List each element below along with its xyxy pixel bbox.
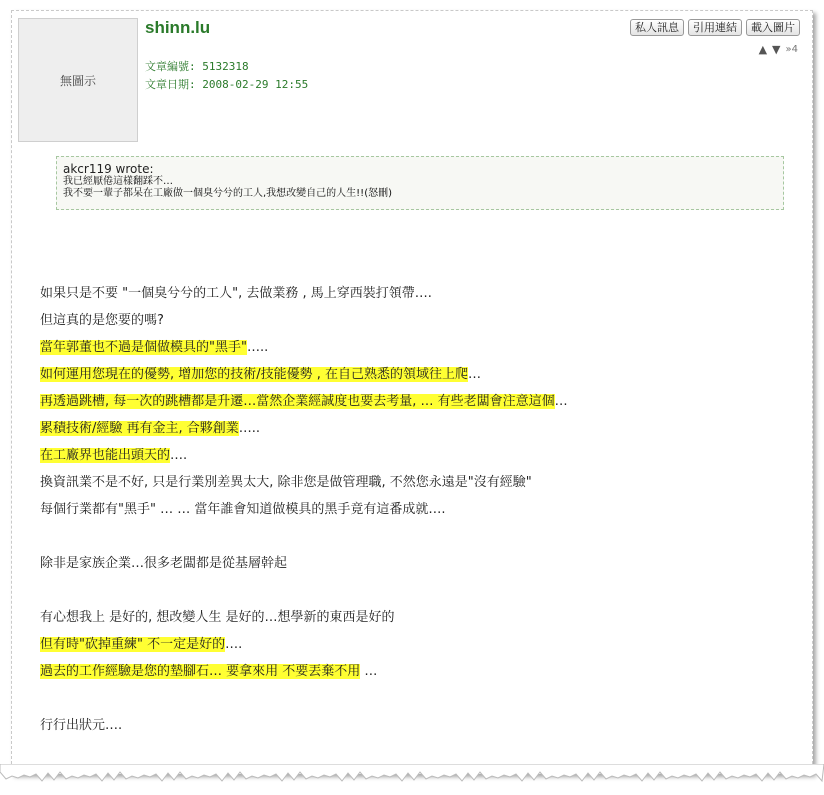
torn-edge: [0, 764, 824, 795]
avatar[interactable]: [18, 18, 138, 142]
blank-line: [40, 526, 568, 553]
highlighted-text: 如何運用您現在的優勢, 增加您的技術/技能優勢 , 在自己熟悉的領域往上爬: [40, 367, 469, 382]
body-line: [40, 553, 568, 580]
private-message-button[interactable]: 私人訊息: [630, 19, 684, 36]
body-line: [40, 445, 568, 472]
trailing-text: …..: [238, 421, 261, 436]
plain-text: 每個行業都有"黑手" … … 當年誰會知道做模具的黑手竟有這番成就….: [40, 502, 446, 517]
body-line: [40, 634, 568, 661]
post-date-value: 2008-02-29 12:55: [202, 78, 309, 91]
body-line: [40, 715, 568, 742]
quote-line: 我不要一輩子都呆在工廠做一個臭兮兮的工人,我想改變自己的人生!!(怒刪): [63, 188, 392, 199]
body-line: [40, 661, 568, 688]
post-toolbar: [630, 19, 800, 36]
username-link[interactable]: shinn.lu: [145, 18, 211, 37]
post-date-row: [145, 76, 308, 92]
body-line: [40, 337, 568, 364]
load-images-button[interactable]: 載入圖片: [746, 19, 800, 36]
trailing-text: …: [554, 394, 568, 409]
highlighted-text: 過去的工作經驗是您的墊腳石… 要拿來用 不要丟棄不用: [40, 664, 361, 679]
plain-text: 如果只是不要 "一個臭兮兮的工人", 去做業務 , 馬上穿西裝打領帶….: [40, 286, 432, 301]
avatar-placeholder-text: 無圖示: [59, 73, 96, 88]
vote-count: »4: [785, 44, 798, 55]
vote-controls: [759, 43, 798, 56]
highlighted-text: 再透過跳槽, 每一次的跳槽都是升遷…當然企業經誠度也要去考量, … 有些老闆會注意這個: [40, 394, 555, 409]
vote-down-icon[interactable]: ▼: [772, 43, 781, 56]
body-line: [40, 418, 568, 445]
trailing-text: ….: [170, 448, 188, 463]
quote-block: [56, 156, 784, 210]
trailing-text: …: [468, 367, 482, 382]
body-line: [40, 364, 568, 391]
post-body: [40, 283, 568, 742]
plain-text: 換資訊業不是不好, 只是行業別差異太大, 除非您是做管理職, 不然您永遠是"沒有經驗": [40, 475, 532, 490]
post-date-label: 文章日期:: [145, 78, 196, 91]
quote-author: akcr119 wrote:: [63, 162, 154, 176]
blank-line: [40, 580, 568, 607]
trailing-text: …: [360, 664, 378, 679]
body-line: [40, 607, 568, 634]
blank-line: [40, 688, 568, 715]
body-line: [40, 499, 568, 526]
highlighted-text: 在工廠界也能出頭天的: [40, 448, 171, 463]
plain-text: 行行出狀元….: [40, 718, 123, 733]
body-line: [40, 391, 568, 418]
body-line: [40, 472, 568, 499]
quote-link-button[interactable]: 引用連結: [688, 19, 742, 36]
highlighted-text: 累積技術/經驗 再有金主, 合夥創業: [40, 421, 239, 436]
post-id-label: 文章編號:: [145, 60, 196, 73]
post-id-value: 5132318: [202, 60, 249, 73]
plain-text: 有心想我上 是好的, 想改變人生 是好的…想學新的東西是好的: [40, 610, 395, 625]
highlighted-text: 當年郭董也不過是個做模具的"黑手": [40, 340, 247, 355]
highlighted-text: 但有時"砍掉重練" 不一定是好的: [40, 637, 226, 652]
plain-text: 但這真的是您要的嗎?: [40, 313, 164, 328]
trailing-text: ….: [225, 637, 243, 652]
plain-text: 除非是家族企業…很多老闆都是從基層幹起: [40, 556, 288, 571]
vote-up-icon[interactable]: ▲: [758, 43, 768, 56]
trailing-text: …..: [246, 340, 269, 355]
post-id-row: [145, 58, 249, 74]
body-line: [40, 310, 568, 337]
body-line: [40, 283, 568, 310]
quote-line: 我已經厭倦這樣翻踩不…: [63, 176, 173, 187]
